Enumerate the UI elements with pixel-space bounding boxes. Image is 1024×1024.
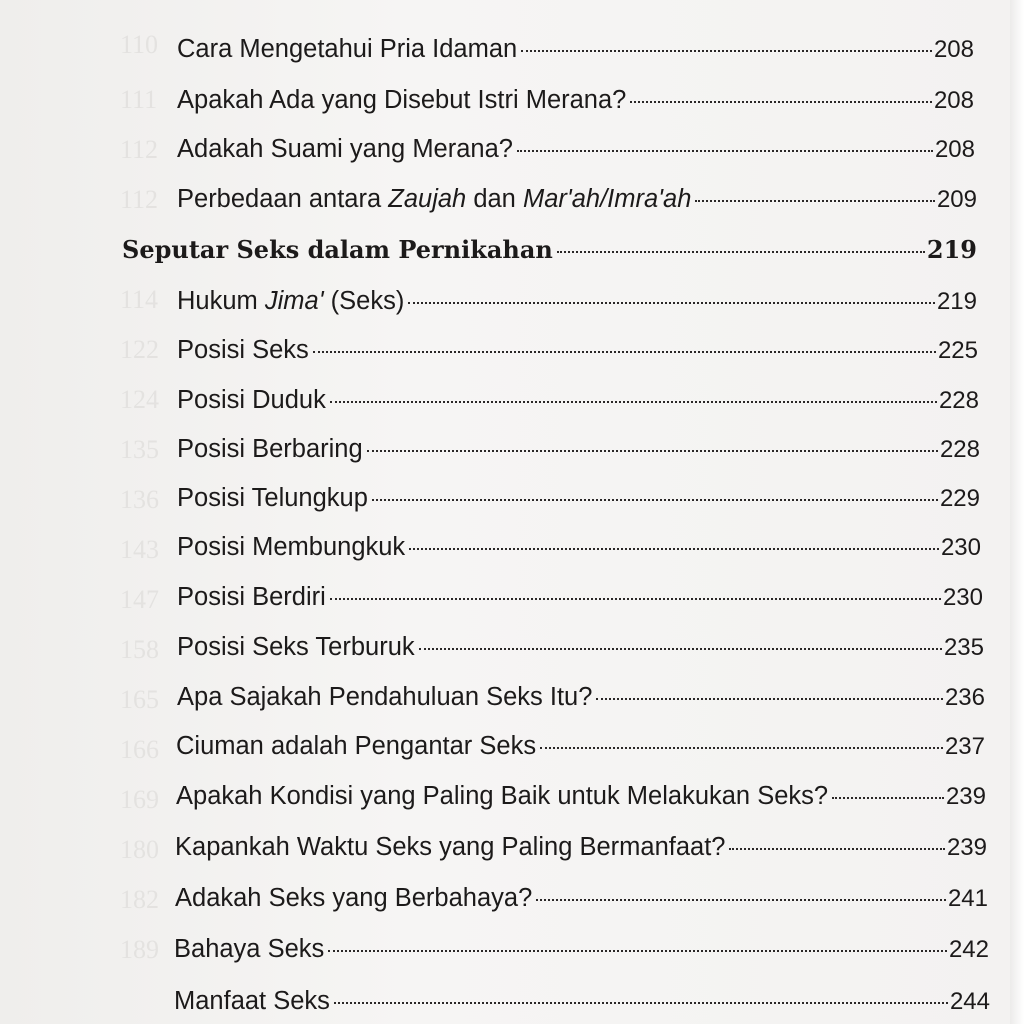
dot-leader (596, 697, 943, 700)
bleed-through-text: 169 (120, 785, 159, 814)
bleed-through-text: 114 (120, 285, 159, 314)
bleed-through-text: 189 (120, 935, 159, 964)
bleed-through-text: 110 (120, 30, 159, 59)
dot-leader (330, 400, 937, 403)
dot-leader (372, 498, 938, 501)
toc-entry (176, 779, 986, 814)
toc-entry (174, 984, 990, 1019)
bleed-through-text: 143 (120, 535, 159, 564)
toc-entry-page: 219 (936, 288, 977, 315)
toc-entry-title: Cara Mengetahui Pria Idaman (177, 35, 518, 63)
toc-entry-page: 225 (937, 337, 978, 364)
toc-entry-title: Hukum Jima' (Seks) (177, 287, 405, 315)
dot-leader (367, 449, 938, 452)
toc-entry-page: 228 (938, 387, 979, 414)
bleed-through-text: 136 (120, 485, 159, 514)
toc-entry-title: Bahaya Seks (174, 935, 325, 963)
toc-entry (177, 182, 977, 217)
toc-entry-title: Kapankah Waktu Seks yang Paling Bermanfaat? (175, 833, 726, 861)
bleed-through-text: 135 (120, 435, 159, 464)
toc-entry-title: Posisi Seks Terburuk (177, 633, 415, 661)
toc-entry (177, 481, 980, 516)
bleed-through-text: 182 (120, 885, 159, 914)
dot-leader (419, 647, 942, 650)
toc-entry-title: Posisi Membungkuk (177, 533, 406, 561)
bleed-through-text: 111 (120, 85, 158, 114)
toc-entry-page: 230 (942, 584, 983, 611)
toc-entry-page: 235 (943, 634, 984, 661)
dot-leader (334, 1001, 948, 1004)
dot-leader (521, 49, 932, 52)
bleed-through-text: 165 (120, 685, 159, 714)
toc-entry-title: Apakah Kondisi yang Paling Baik untuk Melakukan Seks? (176, 782, 829, 810)
toc-entry-title: Posisi Seks (177, 336, 309, 364)
toc-entry (177, 83, 974, 118)
dot-leader (313, 350, 936, 353)
toc-entry-page: 208 (933, 36, 974, 63)
toc-entry-page: 242 (948, 936, 989, 963)
dot-leader (409, 547, 939, 550)
toc-entry (177, 32, 974, 67)
bleed-through-text: 147 (120, 585, 159, 614)
bleed-through-text: 112 (120, 185, 159, 214)
toc-entry-page: 236 (944, 684, 985, 711)
dot-leader (330, 597, 941, 600)
toc-entry-title: Apa Sajakah Pendahuluan Seks Itu? (177, 683, 593, 711)
dot-leader (536, 898, 946, 901)
dot-leader (408, 301, 935, 304)
toc-entry-page: 239 (946, 834, 987, 861)
toc-entry-page: 208 (933, 87, 974, 114)
toc-entry-page: 230 (940, 534, 981, 561)
dot-leader (630, 100, 932, 103)
toc-entry-title: Apakah Ada yang Disebut Istri Merana? (177, 86, 627, 114)
toc-entry (175, 830, 987, 865)
dot-leader (729, 847, 944, 850)
bleed-through-text: 166 (120, 735, 159, 764)
toc-section-heading (122, 233, 977, 267)
toc-entry-title: Ciuman adalah Pengantar Seks (176, 732, 537, 760)
dot-leader (540, 746, 943, 749)
bleed-through-text: 112 (120, 135, 159, 164)
toc-entry-page: 239 (945, 783, 986, 810)
toc-entry (176, 729, 985, 764)
toc-entry (177, 333, 978, 368)
toc-entry (177, 630, 984, 665)
bleed-through-text: 158 (120, 635, 159, 664)
dot-leader (832, 796, 944, 799)
toc-entry-page: 237 (944, 733, 985, 760)
toc-entry (177, 680, 985, 715)
toc-section-page: 219 (926, 235, 977, 264)
toc-entry-title: Adakah Suami yang Merana? (177, 135, 513, 163)
toc-entry (177, 530, 981, 565)
toc-entry-page: 209 (936, 186, 977, 213)
toc-entry-page: 228 (939, 436, 980, 463)
bleed-through-text: 122 (120, 335, 159, 364)
toc-entry (177, 284, 977, 319)
toc-entry (177, 132, 975, 167)
toc-entry-title: Perbedaan antara Zaujah dan Mar'ah/Imra'ah (177, 185, 692, 213)
dot-leader (328, 949, 947, 952)
toc-entry-page: 244 (949, 988, 990, 1015)
toc-entry-page: 229 (939, 485, 980, 512)
dot-leader (557, 250, 925, 253)
toc-entry (174, 932, 989, 967)
bleed-through-text: 180 (120, 835, 159, 864)
toc-entry-page: 208 (934, 136, 975, 163)
toc-entry-title: Posisi Berbaring (177, 435, 363, 463)
toc-entry-title: Manfaat Seks (174, 987, 330, 1015)
toc-entry (177, 432, 980, 467)
toc-entry (177, 383, 979, 418)
dot-leader (517, 149, 933, 152)
toc-entry-title: Adakah Seks yang Berbahaya? (175, 884, 533, 912)
bleed-through-text: 124 (120, 385, 159, 414)
toc-entry-page: 241 (947, 885, 988, 912)
toc-section-title: Seputar Seks dalam Pernikahan (122, 235, 553, 264)
toc-entry-title: Posisi Telungkup (177, 484, 368, 512)
dot-leader (695, 199, 935, 202)
toc-entry (175, 881, 988, 916)
toc-entry-title: Posisi Duduk (177, 386, 326, 414)
toc-entry (177, 580, 983, 615)
toc-entry-title: Posisi Berdiri (177, 583, 326, 611)
